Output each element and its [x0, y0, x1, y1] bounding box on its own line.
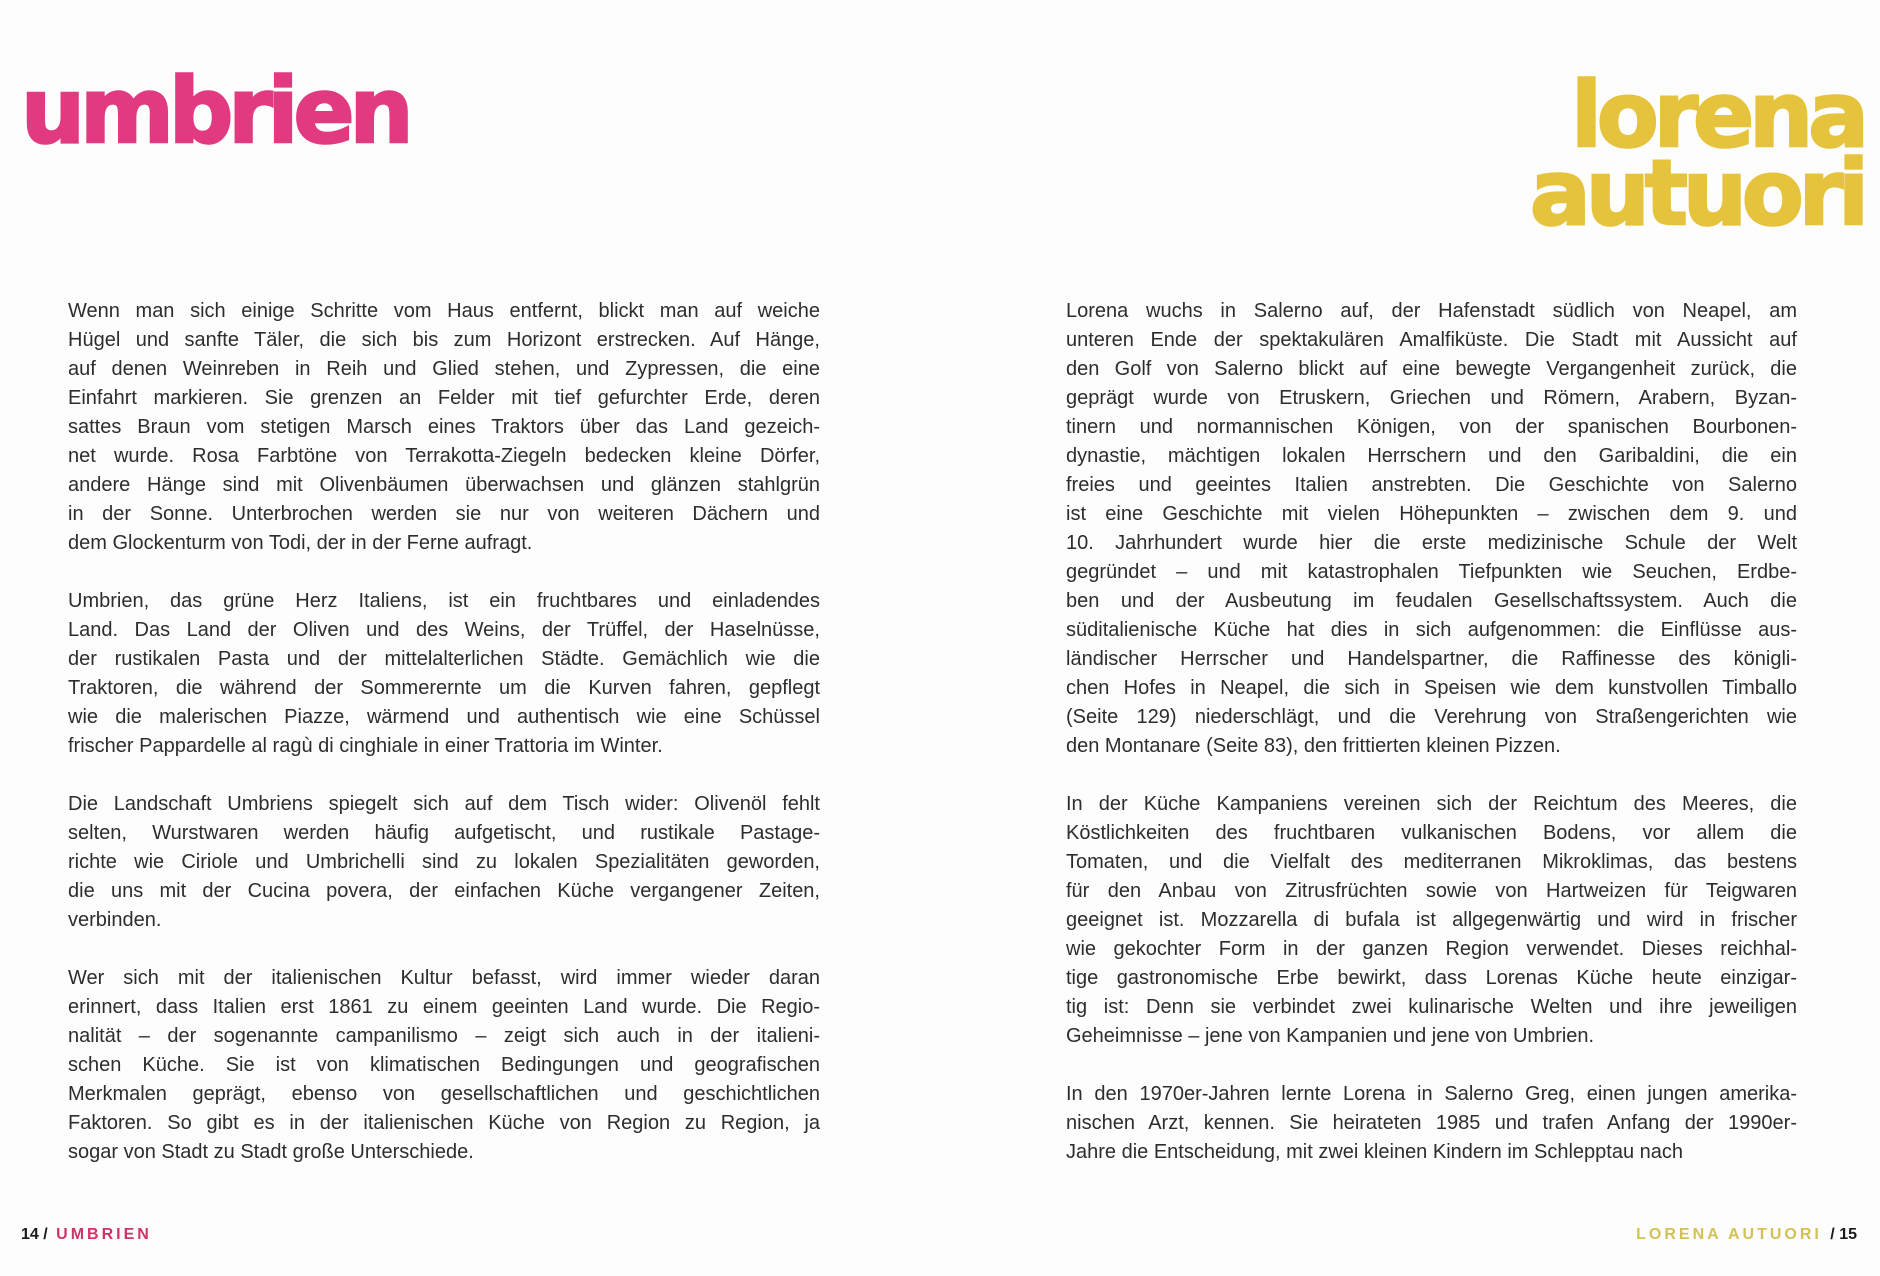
text-line: richte wie Ciriole und Umbrichelli sind zu lokalen Spezialitäten geworden, — [68, 851, 820, 873]
right-page-title-line1: lorena — [1571, 63, 1864, 168]
text-line: für den Anbau von Zitrusfrüchten sowie von Hartweizen für Teigwaren — [1066, 880, 1797, 902]
text-line: die uns mit der Cucina povera, der einfachen Küche vergangener Zeiten, — [68, 880, 820, 902]
text-line: in der Sonne. Unterbrochen werden sie nur von weiteren Dächern und — [68, 503, 820, 525]
text-line: geprägt wurde von Etruskern, Griechen und Römern, Arabern, Byzan- — [1066, 387, 1797, 409]
text-line: geeignet ist. Mozzarella di bufala ist allgegenwärtig und wird in frischer — [1066, 909, 1797, 931]
text-line: Faktoren. So gibt es in der italienischen Küche von Region zu Region, ja — [68, 1112, 820, 1134]
text-line: Wer sich mit der italienischen Kultur befasst, wird immer wieder daran — [68, 967, 820, 989]
right-footer-section-label: LORENA AUTUORI — [1636, 1226, 1822, 1243]
left-footer-section-label: UMBRIEN — [56, 1226, 152, 1243]
text-line: Land. Das Land der Oliven und des Weins, der Trüffel, der Haselnüsse, — [68, 619, 820, 641]
right-page-body-text — [1066, 297, 1797, 1167]
text-line: chen Hofes in Neapel, die sich in Speisen wie dem kunstvollen Timballo — [1066, 677, 1797, 699]
text-line: tinern und normannischen Königen, von der spanischen Bourbonen- — [1066, 416, 1797, 438]
paragraph — [68, 790, 820, 935]
text-line: net wurde. Rosa Farbtöne von Terrakotta-Ziegeln bedecken kleine Dörfer, — [68, 445, 820, 467]
text-line: ländischer Herrscher und Handelspartner, die Raffinesse des königli- — [1066, 648, 1797, 670]
left-footer-separator: / — [43, 1226, 48, 1243]
text-line: In der Küche Kampaniens vereinen sich der Reichtum des Meeres, die — [1066, 793, 1797, 815]
text-line: wie die malerischen Piazze, wärmend und authentisch wie eine Schüssel — [68, 706, 820, 728]
text-line: selten, Wurstwaren werden häufig aufgetischt, und rustikale Pastage- — [68, 822, 820, 844]
text-line: den Golf von Salerno blickt auf eine bewegte Vergangenheit zurück, die — [1066, 358, 1797, 380]
left-page-number: 14 — [21, 1226, 39, 1243]
text-line: andere Hänge sind mit Olivenbäumen überwachsen und glänzen stahlgrün — [68, 474, 820, 496]
text-line: Lorena wuchs in Salerno auf, der Hafenstadt südlich von Neapel, am — [1066, 300, 1797, 322]
text-line: Geheimnisse – jene von Kampanien und jene von Umbrien. — [1066, 1025, 1595, 1047]
text-line: frischer Pappardelle al ragù di cinghiale in einer Trattoria im Winter. — [68, 735, 663, 757]
text-line: Traktoren, die während der Sommerernte um die Kurven fahren, gepflegt — [68, 677, 820, 699]
text-line: (Seite 129) niederschlägt, und die Verehrung von Straßengerichten wie — [1066, 706, 1797, 728]
text-line: gegründet – und mit katastrophalen Tiefpunkten wie Seuchen, Erdbe- — [1066, 561, 1797, 583]
text-line: dynastie, mächtigen lokalen Herrschern und den Garibaldini, die ein — [1066, 445, 1797, 467]
right-footer-separator: / — [1830, 1226, 1835, 1243]
text-line: Köstlichkeiten des fruchtbaren vulkanischen Bodens, vor allem die — [1066, 822, 1797, 844]
text-line: verbinden. — [68, 909, 162, 931]
text-line: süditalienische Küche hat dies in sich aufgenommen: die Einflüsse aus- — [1066, 619, 1797, 641]
text-line: Wenn man sich einige Schritte vom Haus entfernt, blickt man auf weiche — [68, 300, 820, 322]
text-line: unteren Ende der spektakulären Amalfiküste. Die Stadt mit Aussicht auf — [1066, 329, 1797, 351]
text-line: auf denen Weinreben in Reih und Glied stehen, und Zypressen, die eine — [68, 358, 820, 380]
left-page-footer — [21, 1227, 152, 1243]
text-line: ist eine Geschichte mit vielen Höhepunkten – zwischen dem 9. und — [1066, 503, 1797, 525]
text-line: den Montanare (Seite 83), den frittierten kleinen Pizzen. — [1066, 735, 1561, 757]
text-line: Die Landschaft Umbriens spiegelt sich auf dem Tisch wider: Olivenöl fehlt — [68, 793, 820, 815]
text-line: In den 1970er-Jahren lernte Lorena in Salerno Greg, einen jungen amerika- — [1066, 1083, 1797, 1105]
text-line: freies und geeintes Italien anstrebten. Die Geschichte von Salerno — [1066, 474, 1797, 496]
text-line: der rustikalen Pasta und der mittelalterlichen Städte. Gemächlich wie die — [68, 648, 820, 670]
text-line: wie gekochter Form in der ganzen Region verwendet. Dieses reichhal- — [1066, 938, 1797, 960]
paragraph — [68, 587, 820, 761]
right-page-title — [1530, 63, 1864, 246]
text-line: sattes Braun vom stetigen Marsch eines Traktors über das Land gezeich- — [68, 416, 820, 438]
text-line: Jahre die Entscheidung, mit zwei kleinen Kindern im Schlepptau nach — [1066, 1141, 1684, 1163]
right-page-footer — [1636, 1227, 1857, 1243]
text-line: tige gastronomische Erbe bewirkt, dass Lorenas Küche heute einzigar- — [1066, 967, 1797, 989]
paragraph — [1066, 297, 1797, 761]
text-line: Einfahrt markieren. Sie grenzen an Felder mit tief gefurchter Erde, deren — [68, 387, 820, 409]
paragraph — [68, 964, 820, 1167]
text-line: schen Küche. Sie ist von klimatischen Bedingungen und geografischen — [68, 1054, 820, 1076]
text-line: Umbrien, das grüne Herz Italiens, ist ein fruchtbares und einladendes — [68, 590, 820, 612]
left-page-body-text — [68, 297, 820, 1167]
text-line: Merkmalen geprägt, ebenso von gesellschaftlichen und geschichtlichen — [68, 1083, 820, 1105]
text-line: erinnert, dass Italien erst 1861 zu einem geeinten Land wurde. Die Regio- — [68, 996, 820, 1018]
left-page-title: umbrien — [21, 59, 409, 164]
text-line: Hügel und sanfte Täler, die sich bis zum Horizont erstrecken. Auf Hänge, — [68, 329, 820, 351]
text-line: Tomaten, und die Vielfalt des mediterranen Mikroklimas, das bestens — [1066, 851, 1797, 873]
text-line: dem Glockenturm von Todi, der in der Ferne aufragt. — [68, 532, 533, 554]
text-line: 10. Jahrhundert wurde hier die erste medizinische Schule der Welt — [1066, 532, 1797, 554]
paragraph — [1066, 1080, 1797, 1167]
text-line: tig ist: Denn sie verbindet zwei kulinarische Welten und ihre jeweiligen — [1066, 996, 1797, 1018]
right-page-title-line2: autuori — [1530, 141, 1864, 246]
text-line: nalität – der sogenannte campanilismo – zeigt sich auch in der italieni- — [68, 1025, 820, 1047]
paragraph — [68, 297, 820, 558]
text-line: sogar von Stadt zu Stadt große Unterschiede. — [68, 1141, 474, 1163]
text-line: nischen Arzt, kennen. Sie heirateten 1985 und trafen Anfang der 1990er- — [1066, 1112, 1797, 1134]
right-page-number: 15 — [1839, 1226, 1857, 1243]
text-line: ben und der Ausbeutung im feudalen Gesellschaftssystem. Auch die — [1066, 590, 1797, 612]
paragraph — [1066, 790, 1797, 1051]
